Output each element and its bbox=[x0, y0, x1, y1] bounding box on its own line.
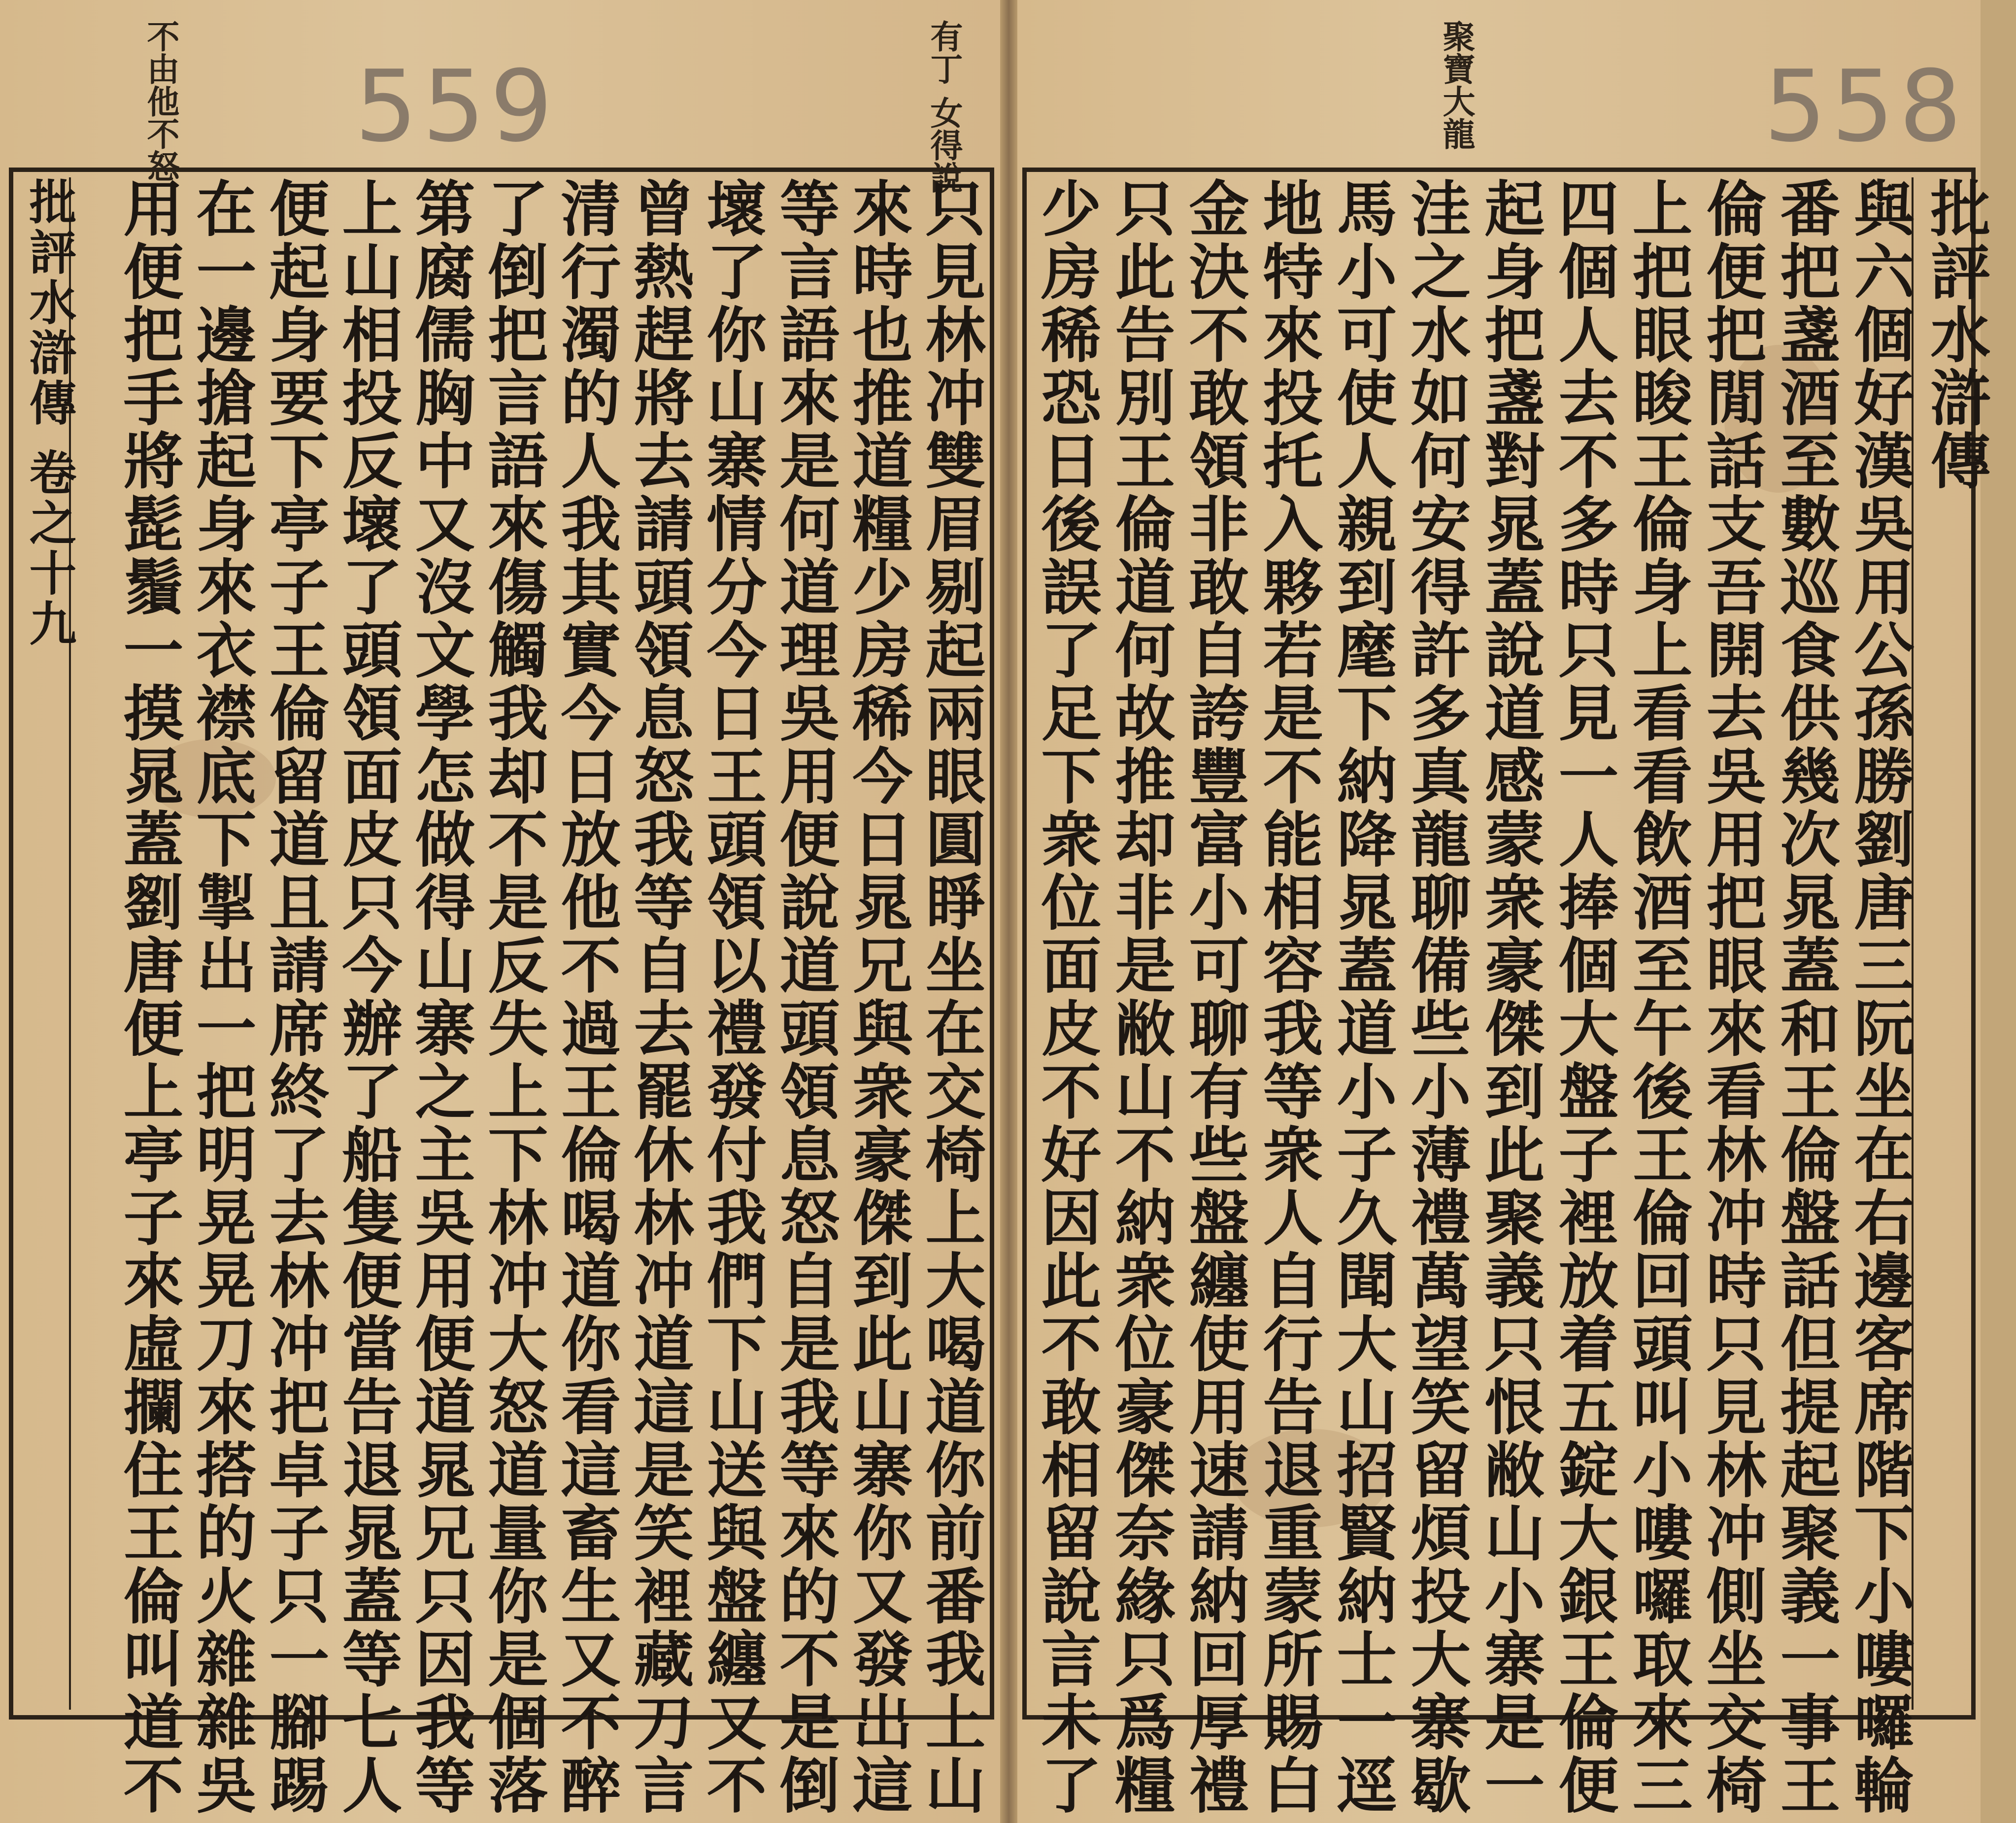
text-column: 倫便把閒話支吾開去吳用把眼來看林冲時只見林冲側坐交椅 bbox=[1696, 177, 1767, 1817]
text-column: 了倒把言語來傷觸我却不是反失上下林冲大怒道量你是個落 bbox=[478, 177, 549, 1817]
text-column: 上把眼睃王倫身上看看飲酒至午後王倫回頭叫小嘍囉取來三 bbox=[1622, 177, 1693, 1817]
top-annotation-left: 不由他不怒 bbox=[141, 20, 180, 182]
text-column: 洼之水如何安得許多真龍聊備些小薄禮萬望笑留煩投大寨歇 bbox=[1401, 177, 1472, 1817]
text-column: 番把盞酒至數巡食供幾次晁蓋和王倫盤話但提起聚義一事王 bbox=[1770, 177, 1841, 1817]
top-annotation-center-left: 有丁 女得說 bbox=[925, 20, 963, 194]
text-column: 與六個好漢吳用公孫勝劉唐三阮坐在右邊客席階下小嘍囉輪 bbox=[1844, 177, 1915, 1817]
text-column: 上山相投反壞了頭領面皮只今辦了船隻便當告退晁蓋等七人 bbox=[332, 177, 403, 1817]
text-column: 壞了你山寨情分今日王頭領以禮發付我們下山送與盤纏又不 bbox=[697, 177, 768, 1817]
page-number-right: 558 bbox=[1764, 49, 1967, 164]
text-column: 少房稀恐日後誤了足下衆位面皮不好因此不敢相留說言未了 bbox=[1031, 177, 1102, 1817]
text-column: 馬小可使人親到麾下納降晁蓋道小子久聞大山招賢納士一逕 bbox=[1327, 177, 1398, 1817]
text-column: 曾熱趕將去請頭領息怒我等自去罷休林冲道這是笑裡藏刀言 bbox=[624, 177, 695, 1817]
text-column: 等言語來是何道理吳用便說道頭領息怒自是我等來的不是倒 bbox=[770, 177, 840, 1817]
book-gutter bbox=[1000, 0, 1017, 1823]
page-header: 批評水滸傳 bbox=[1920, 177, 1991, 493]
text-column: 清行濁的人我其實今日放他不過王倫喝道你看這畜生又不醉 bbox=[551, 177, 622, 1817]
text-column: 起身把盞對晁蓋說道感蒙衆豪傑到此聚義只恨敝山小寨是一 bbox=[1475, 177, 1546, 1817]
text-column: 第腐儒胸中又沒文學怎做得山寨之主吳用便道晁兄只因我等 bbox=[405, 177, 476, 1817]
text-column: 金決不敢領非敢自誇豐富小可聊有些盤纏使用速請納回厚禮 bbox=[1179, 177, 1250, 1817]
text-column: 四個人去不多時只見一人捧個大盤子裡放着五錠大銀王倫便 bbox=[1548, 177, 1619, 1817]
text-column: 只見林冲雙眉剔起兩眼圓睜坐在交椅上大喝道你前番我上山 bbox=[915, 177, 986, 1817]
page-number-left: 559 bbox=[355, 49, 558, 164]
text-column: 來時也推道糧少房稀今日晁兄與衆豪傑到此山寨你又發出這 bbox=[842, 177, 913, 1817]
text-column: 用便把手將髭鬚一摸晁蓋劉唐便上亭子來虛攔住王倫叫道不 bbox=[113, 177, 184, 1817]
text-column: 在一邊搶起身來衣襟底下掣出一把明晃晃刀來搭的火雜雜吳 bbox=[186, 177, 257, 1817]
top-annotation-right: 聚寶大龍 bbox=[1437, 20, 1476, 150]
side-label: 批評水滸傳 卷之十九 bbox=[22, 177, 77, 649]
text-column: 便起身要下亭子王倫留道且請席終了去林冲把卓子只一腳踢 bbox=[259, 177, 330, 1817]
text-column: 只此告別王倫道何故推却非是敝山不納衆位豪傑奈緣只爲糧 bbox=[1105, 177, 1176, 1817]
text-column: 地特來投托入夥若是不能相容我等衆人自行告退重蒙所賜白 bbox=[1253, 177, 1324, 1817]
